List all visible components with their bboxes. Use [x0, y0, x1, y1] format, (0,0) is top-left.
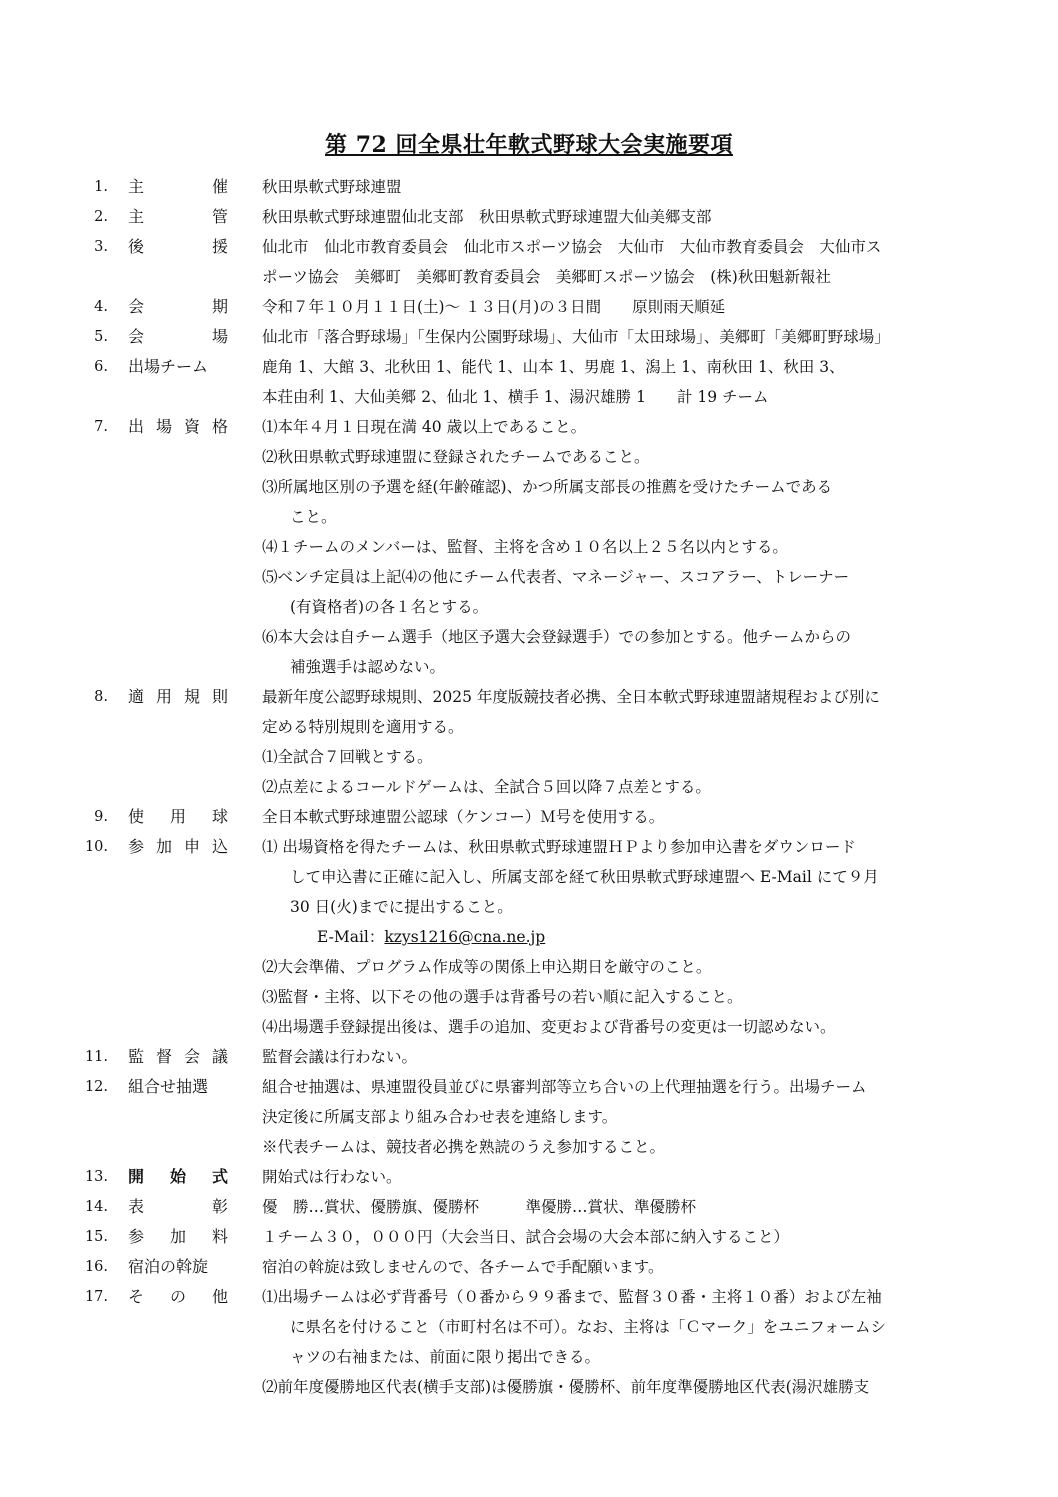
section-label-part: 開	[128, 1167, 145, 1186]
section-line	[262, 1222, 982, 1252]
section-line	[262, 262, 982, 292]
section-label-part: 宿泊の斡旋	[128, 1257, 209, 1276]
section-body	[262, 292, 982, 322]
line-text: 組合せ抽選は、県連盟役員並びに県審判部等立ち合いの上代理抽選を行う。出場チーム	[262, 1078, 867, 1096]
line-text: こと。	[290, 508, 337, 526]
line-text: E-Mail：	[317, 928, 385, 946]
section-number: 6.	[94, 359, 108, 375]
section-label-part: 適	[128, 687, 145, 706]
section-line	[262, 832, 982, 862]
section-line	[262, 982, 982, 1012]
section-label	[128, 352, 228, 382]
section-label	[128, 1162, 228, 1192]
section-item	[0, 412, 1058, 682]
section-item	[0, 802, 1058, 832]
line-text: ⑴ 出場資格を得たチームは、秋田県軟式野球連盟ＨＰより参加申込書をダウンロード	[262, 838, 856, 856]
page-title: 第 72 回全県壮年軟式野球大会実施要項	[325, 132, 733, 158]
section-body	[262, 412, 982, 682]
section-label-part: 加	[169, 1227, 186, 1246]
section-label-part: 参	[128, 1227, 145, 1246]
section-body	[262, 1072, 982, 1162]
section-body	[262, 802, 982, 832]
section-line	[262, 772, 982, 802]
section-item	[0, 232, 1058, 292]
section-body	[262, 202, 982, 232]
section-item	[0, 1282, 1058, 1402]
section-number: 3.	[94, 239, 108, 255]
section-line	[262, 412, 982, 442]
section-label-part: 場	[155, 417, 172, 436]
sections-list	[0, 172, 1058, 1402]
section-item	[0, 682, 1058, 802]
section-label-part: 会	[183, 1047, 200, 1066]
section-line	[262, 352, 982, 382]
section-line	[262, 1012, 982, 1042]
section-label-part: 式	[211, 1167, 228, 1186]
line-text: 秋田県軟式野球連盟	[262, 178, 402, 196]
email-link[interactable]: kzys1216@cna.ne.jp	[384, 928, 546, 946]
section-label	[128, 292, 228, 322]
line-text: ⑹本大会は自チーム選手（地区予選大会登録選手）での参加とする。他チームからの	[262, 628, 852, 646]
section-label-part: 催	[211, 177, 228, 196]
section-label-part: 加	[155, 837, 172, 856]
section-label-part: 球	[211, 807, 228, 826]
section-line	[262, 652, 982, 682]
section-number: 5.	[94, 329, 108, 345]
section-body	[262, 832, 982, 1042]
line-text: 令和７年１０月１１日(土)～ １３日(月)の３日間 原則雨天順延	[262, 298, 726, 316]
section-body	[262, 1222, 982, 1252]
section-label	[128, 1252, 228, 1282]
section-label-part: 監	[128, 1047, 145, 1066]
section-number: 15.	[84, 1229, 108, 1245]
line-text: ⑵大会準備、プログラム作成等の関係上申込期日を厳守のこと。	[262, 958, 712, 976]
section-line	[262, 802, 982, 832]
line-text: ⑸ベンチ定員は上記⑷の他にチーム代表者、マネージャー、スコアラー、トレーナー	[262, 568, 850, 586]
section-line	[262, 862, 982, 892]
section-line	[262, 202, 982, 232]
section-line	[262, 1192, 982, 1222]
line-text: ⑶監督・主将、以下その他の選手は背番号の若い順に記入すること。	[262, 988, 743, 1006]
section-item	[0, 322, 1058, 352]
line-text: ⑷出場選手登録提出後は、選手の追加、変更および背番号の変更は一切認めない。	[262, 1018, 836, 1036]
section-line	[262, 1282, 982, 1312]
line-text: 優 勝…賞状、優勝旗、優勝杯 準優勝…賞状、準優勝杯	[262, 1198, 697, 1216]
section-line	[262, 682, 982, 712]
section-line	[262, 1102, 982, 1132]
line-text: して申込書に正確に記入し、所属支部を経て秋田県軟式野球連盟へ E-Mail にて９月	[290, 868, 879, 886]
line-text: に県名を付けること（市町村名は不可）。なお、主将は「Ｃマーク」をユニフォームシ	[290, 1318, 886, 1336]
section-label	[128, 202, 228, 232]
section-label	[128, 1192, 228, 1222]
section-label-part: 後	[128, 237, 145, 256]
section-number: 16.	[84, 1259, 108, 1275]
section-line	[262, 622, 982, 652]
section-label-part: 場	[211, 327, 228, 346]
section-body	[262, 322, 982, 352]
line-text: 仙北市 仙北市教育委員会 仙北市スポーツ協会 大仙市 大仙市教育委員会 大仙市ス	[262, 238, 882, 256]
section-label-part: の	[169, 1287, 186, 1306]
section-body	[262, 1252, 982, 1282]
section-label	[128, 802, 228, 832]
section-label-part: 彰	[211, 1197, 228, 1216]
section-label	[128, 1222, 228, 1252]
section-item	[0, 1222, 1058, 1252]
section-line	[262, 1072, 982, 1102]
section-line	[262, 532, 982, 562]
section-line	[262, 562, 982, 592]
line-text: ⑵前年度優勝地区代表(横手支部)は優勝旗・優勝杯、前年度準優勝地区代表(湯沢雄勝支	[262, 1378, 870, 1396]
section-label	[128, 1072, 228, 1102]
section-item	[0, 1252, 1058, 1282]
section-label	[128, 1282, 228, 1312]
section-label-part: 資	[183, 417, 200, 436]
section-body	[262, 172, 982, 202]
section-item	[0, 292, 1058, 322]
section-item	[0, 1162, 1058, 1192]
section-line	[262, 1252, 982, 1282]
section-label-part: 表	[128, 1197, 145, 1216]
line-text: 補強選手は認めない。	[290, 658, 446, 676]
section-label-part: 規	[183, 687, 200, 706]
section-label	[128, 682, 228, 712]
section-number: 9.	[94, 809, 108, 825]
line-text: 監督会議は行わない。	[262, 1048, 418, 1066]
line-text: ャツの右袖または、前面に限り掲出できる。	[290, 1348, 601, 1366]
section-label-part: 援	[211, 237, 228, 256]
section-label-part: そ	[128, 1287, 145, 1306]
line-text: 定める特別規則を適用する。	[262, 718, 464, 736]
line-text: 秋田県軟式野球連盟仙北支部 秋田県軟式野球連盟大仙美郷支部	[262, 208, 712, 226]
line-text: ※代表チームは、競技者必携を熟読のうえ参加すること。	[262, 1138, 666, 1156]
section-line	[262, 1042, 982, 1072]
section-label	[128, 172, 228, 202]
section-label-part: 督	[155, 1047, 172, 1066]
line-text: (有資格者)の各１名とする。	[290, 598, 489, 616]
section-number: 8.	[94, 689, 108, 705]
section-label-part: 管	[211, 207, 228, 226]
section-number: 2.	[94, 209, 108, 225]
line-text: ⑴出場チームは必ず背番号（０番から９９番まで、監督３０番・主将１０番）および左袖	[262, 1288, 882, 1306]
section-label	[128, 232, 228, 262]
section-label-part: 主	[128, 177, 145, 196]
section-label-part: 申	[183, 837, 200, 856]
section-item	[0, 202, 1058, 232]
section-line	[262, 442, 982, 472]
section-label-part: 込	[211, 837, 228, 856]
section-line	[262, 892, 982, 922]
section-line	[262, 472, 982, 502]
section-label-part: 料	[211, 1227, 228, 1246]
section-line	[262, 292, 982, 322]
section-number: 14.	[84, 1199, 108, 1215]
line-text: ⑶所属地区別の予選を経(年齢確認)、かつ所属支部長の推薦を受けたチームである	[262, 478, 833, 496]
line-text: 30 日(火)までに提出すること。	[290, 898, 513, 916]
section-number: 7.	[94, 419, 108, 435]
section-label-part: 用	[155, 687, 172, 706]
section-body	[262, 1162, 982, 1192]
section-label	[128, 412, 228, 442]
section-line	[262, 1372, 982, 1402]
section-number: 11.	[84, 1049, 108, 1065]
section-label-part: 則	[211, 687, 228, 706]
section-line	[262, 502, 982, 532]
section-number: 17.	[84, 1289, 108, 1305]
section-label-part: 格	[211, 417, 228, 436]
section-line	[262, 1342, 982, 1372]
line-text: 全日本軟式野球連盟公認球（ケンコー）Ｍ号を使用する。	[262, 808, 665, 826]
section-label-part: 組合せ抽選	[128, 1077, 209, 1096]
section-item	[0, 1042, 1058, 1072]
line-text: ⑷１チームのメンバーは、監督、主将を含め１０名以上２５名以内とする。	[262, 538, 788, 556]
line-text: １チーム３０，０００円（大会当日、試合会場の大会本部に納入すること）	[262, 1228, 790, 1246]
section-body	[262, 232, 982, 292]
section-item	[0, 172, 1058, 202]
line-text: 開始式は行わない。	[262, 1168, 402, 1186]
section-body	[262, 1282, 982, 1402]
section-line	[262, 232, 982, 262]
section-label-part: 参	[128, 837, 145, 856]
section-item	[0, 832, 1058, 1042]
section-label-part: 出場チーム	[128, 357, 209, 376]
section-item	[0, 352, 1058, 412]
section-line	[262, 922, 982, 952]
line-text: 決定後に所属支部より組み合わせ表を連絡します。	[262, 1108, 618, 1126]
section-number: 10.	[84, 839, 108, 855]
section-label-part: 会	[128, 327, 145, 346]
section-body	[262, 352, 982, 412]
section-line	[262, 1132, 982, 1162]
line-text: ポーツ協会 美郷町 美郷町教育委員会 美郷町スポーツ協会 (株)秋田魁新報社	[262, 268, 831, 286]
section-number: 13.	[84, 1169, 108, 1185]
line-text: ⑴本年４月１日現在満 40 歳以上であること。	[262, 418, 587, 436]
section-line	[262, 712, 982, 742]
section-label-part: 使	[128, 807, 145, 826]
section-label-part: 会	[128, 297, 145, 316]
section-item	[0, 1072, 1058, 1162]
section-label	[128, 322, 228, 352]
section-body	[262, 1192, 982, 1222]
line-text: 仙北市「落合野球場」「生保内公園野球場」、大仙市「太田球場」、美郷町「美郷町野球場」	[262, 328, 890, 346]
line-text: ⑴全試合７回戦とする。	[262, 748, 433, 766]
section-line	[262, 742, 982, 772]
line-text: ⑵点差によるコールドゲームは、全試合５回以降７点差とする。	[262, 778, 711, 796]
section-line	[262, 952, 982, 982]
line-text: 宿泊の斡旋は致しませんので、各チームで手配願います。	[262, 1258, 664, 1276]
section-line	[262, 172, 982, 202]
section-body	[262, 1042, 982, 1072]
section-item	[0, 1192, 1058, 1222]
section-label	[128, 1042, 228, 1072]
section-line	[262, 592, 982, 622]
section-label-part: 議	[211, 1047, 228, 1066]
section-line	[262, 382, 982, 412]
section-number: 12.	[84, 1079, 108, 1095]
line-text: ⑵秋田県軟式野球連盟に登録されたチームであること。	[262, 448, 650, 466]
section-number: 4.	[94, 299, 108, 315]
section-label-part: 他	[211, 1287, 228, 1306]
section-label-part: 出	[128, 417, 145, 436]
line-text: 本荘由利 1、大仙美郷 2、仙北 1、横手 1、湯沢雄勝 1 計 19 チーム	[262, 388, 769, 406]
section-label	[128, 832, 228, 862]
section-label-part: 主	[128, 207, 145, 226]
section-line	[262, 1162, 982, 1192]
section-label-part: 期	[211, 297, 228, 316]
section-number: 1.	[94, 179, 108, 195]
line-text: 最新年度公認野球規則、2025 年度版競技者必携、全日本軟式野球連盟諸規程および別に	[262, 688, 880, 706]
section-label-part: 始	[169, 1167, 186, 1186]
line-text: 鹿角 1、大館 3、北秋田 1、能代 1、山本 1、男鹿 1、潟上 1、南秋田 1、秋田 3、	[262, 358, 845, 376]
section-body	[262, 682, 982, 802]
section-label-part: 用	[169, 807, 186, 826]
section-line	[262, 1312, 982, 1342]
section-line	[262, 322, 982, 352]
